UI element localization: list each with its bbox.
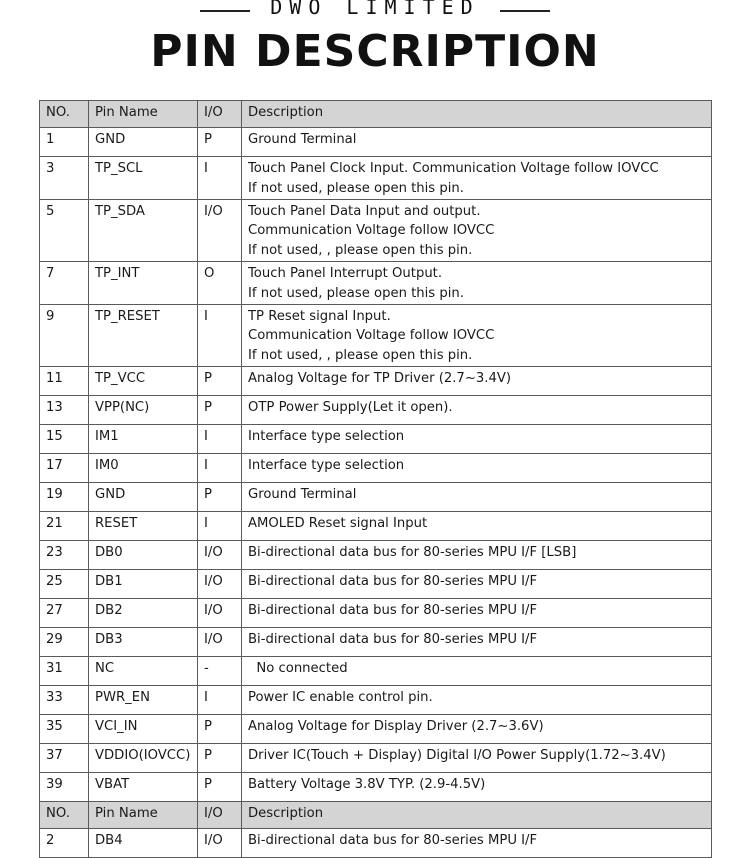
cell-no: 23 (40, 540, 89, 569)
description-line: Analog Voltage for Display Driver (2.7~3.6V) (248, 718, 544, 734)
cell-no: 1 (40, 128, 89, 157)
cell-io: P (198, 366, 242, 395)
cell-pin-name: GND (89, 128, 198, 157)
description-line: If not used, , please open this pin. (248, 243, 473, 259)
description-line: Bi-directional data bus for 80-series MPU I/F (248, 573, 538, 589)
table-row (40, 511, 712, 540)
description-line: Bi-directional data bus for 80-series MPU I/F (248, 631, 538, 647)
cell-no: 15 (40, 424, 89, 453)
cell-description (242, 714, 712, 743)
description-line: Analog Voltage for TP Driver (2.7~3.4V) (248, 370, 512, 386)
table-row (40, 199, 712, 261)
header-io: I/O (198, 801, 242, 828)
description-line: AMOLED Reset signal Input (248, 515, 428, 531)
cell-description (242, 598, 712, 627)
table-row (40, 569, 712, 598)
header-pin-name: Pin Name (89, 801, 198, 828)
description-line: No connected (248, 660, 348, 676)
cell-io: I (198, 511, 242, 540)
page-title: PIN DESCRIPTION (150, 26, 600, 77)
description-line: If not used, please open this pin. (248, 180, 464, 196)
table-header-row (40, 801, 712, 828)
table-row (40, 598, 712, 627)
table-row (40, 453, 712, 482)
table-row (40, 304, 712, 366)
cell-description (242, 482, 712, 511)
table-row (40, 128, 712, 157)
cell-io: I/O (198, 199, 242, 261)
cell-description (242, 743, 712, 772)
table-row (40, 366, 712, 395)
cell-io: I/O (198, 828, 242, 857)
cell-description (242, 685, 712, 714)
cell-no: 13 (40, 395, 89, 424)
cell-description (242, 540, 712, 569)
cell-no: 21 (40, 511, 89, 540)
table-row (40, 743, 712, 772)
cell-io: O (198, 261, 242, 304)
cell-io: P (198, 772, 242, 801)
table-row (40, 482, 712, 511)
table-row (40, 714, 712, 743)
cell-no: 11 (40, 366, 89, 395)
cell-io: I (198, 453, 242, 482)
cell-description (242, 199, 712, 261)
header-io: I/O (198, 101, 242, 128)
description-line: TP Reset signal Input. (248, 308, 391, 324)
description-line: Bi-directional data bus for 80-series MPU I/F [LSB] (248, 544, 577, 560)
brand-name: DWO LIMITED (270, 0, 480, 15)
cell-pin-name: DB0 (89, 540, 198, 569)
description-line: Driver IC(Touch + Display) Digital I/O Power Supply(1.72~3.4V) (248, 747, 666, 763)
cell-pin-name: TP_INT (89, 261, 198, 304)
cell-pin-name: TP_RESET (89, 304, 198, 366)
cell-io: I/O (198, 598, 242, 627)
cell-no: 7 (40, 261, 89, 304)
table-row (40, 261, 712, 304)
table-row (40, 540, 712, 569)
description-line: Bi-directional data bus for 80-series MPU I/F (248, 602, 538, 618)
description-line: Communication Voltage follow IOVCC (248, 328, 495, 344)
cell-pin-name: NC (89, 656, 198, 685)
cell-pin-name: GND (89, 482, 198, 511)
header-description: Description (242, 801, 712, 828)
table-header-row (40, 101, 712, 128)
cell-pin-name: VBAT (89, 772, 198, 801)
brand-rule-left (200, 10, 250, 12)
cell-io: I (198, 685, 242, 714)
cell-io: I (198, 157, 242, 200)
cell-no: 5 (40, 199, 89, 261)
table-row (40, 685, 712, 714)
table-row (40, 627, 712, 656)
description-line: Power IC enable control pin. (248, 689, 433, 705)
header-no: NO. (40, 801, 89, 828)
cell-pin-name: TP_SCL (89, 157, 198, 200)
cell-io: - (198, 656, 242, 685)
description-line: Ground Terminal (248, 132, 357, 147)
cell-description (242, 304, 712, 366)
cell-io: P (198, 714, 242, 743)
cell-description (242, 366, 712, 395)
cell-io: I/O (198, 569, 242, 598)
table-row (40, 157, 712, 200)
cell-no: 29 (40, 627, 89, 656)
description-line: Touch Panel Interrupt Output. (248, 265, 443, 281)
cell-no: 9 (40, 304, 89, 366)
cell-description (242, 157, 712, 200)
cell-io: I/O (198, 540, 242, 569)
cell-pin-name: DB4 (89, 828, 198, 857)
cell-description (242, 772, 712, 801)
header-no: NO. (40, 101, 89, 128)
cell-pin-name: VPP(NC) (89, 395, 198, 424)
cell-description (242, 828, 712, 857)
pin-table (39, 100, 712, 858)
cell-pin-name: DB1 (89, 569, 198, 598)
table-row (40, 395, 712, 424)
description-line: Ground Terminal (248, 486, 357, 502)
header-description: Description (242, 101, 712, 128)
cell-io: I (198, 424, 242, 453)
description-line: Communication Voltage follow IOVCC (248, 223, 495, 239)
cell-pin-name: DB2 (89, 598, 198, 627)
cell-description (242, 569, 712, 598)
cell-no: 31 (40, 656, 89, 685)
description-line: Touch Panel Data Input and output. (248, 203, 481, 219)
cell-no: 2 (40, 828, 89, 857)
description-line: OTP Power Supply(Let it open). (248, 399, 453, 415)
cell-no: 37 (40, 743, 89, 772)
cell-description (242, 395, 712, 424)
cell-no: 19 (40, 482, 89, 511)
cell-no: 35 (40, 714, 89, 743)
description-line: Touch Panel Clock Input. Communication Voltage follow IOVCC (248, 161, 659, 176)
cell-pin-name: RESET (89, 511, 198, 540)
cell-no: 27 (40, 598, 89, 627)
description-line: Battery Voltage 3.8V TYP. (2.9-4.5V) (248, 776, 486, 792)
cell-no: 33 (40, 685, 89, 714)
cell-io: P (198, 128, 242, 157)
description-line: Interface type selection (248, 428, 405, 444)
cell-description (242, 424, 712, 453)
cell-description (242, 627, 712, 656)
table-row (40, 656, 712, 685)
cell-description (242, 128, 712, 157)
cell-pin-name: IM1 (89, 424, 198, 453)
cell-description (242, 453, 712, 482)
table-row (40, 424, 712, 453)
cell-no: 17 (40, 453, 89, 482)
cell-pin-name: DB3 (89, 627, 198, 656)
brand-rule-right (500, 10, 550, 12)
cell-description (242, 261, 712, 304)
description-line: Interface type selection (248, 457, 405, 473)
cell-pin-name: VDDIO(IOVCC) (89, 743, 198, 772)
cell-no: 39 (40, 772, 89, 801)
description-line: Bi-directional data bus for 80-series MPU I/F (248, 832, 538, 848)
cell-pin-name: VCI_IN (89, 714, 198, 743)
brand-header (0, 0, 750, 22)
cell-description (242, 656, 712, 685)
cell-no: 25 (40, 569, 89, 598)
cell-pin-name: TP_SDA (89, 199, 198, 261)
table-row (40, 828, 712, 857)
cell-description (242, 511, 712, 540)
cell-io: P (198, 482, 242, 511)
cell-no: 3 (40, 157, 89, 200)
description-line: If not used, , please open this pin. (248, 348, 473, 364)
cell-io: I/O (198, 627, 242, 656)
cell-io: P (198, 395, 242, 424)
header-pin-name: Pin Name (89, 101, 198, 128)
cell-pin-name: IM0 (89, 453, 198, 482)
cell-pin-name: PWR_EN (89, 685, 198, 714)
cell-pin-name: TP_VCC (89, 366, 198, 395)
description-line: If not used, please open this pin. (248, 285, 464, 301)
cell-io: I (198, 304, 242, 366)
cell-io: P (198, 743, 242, 772)
table-row (40, 772, 712, 801)
